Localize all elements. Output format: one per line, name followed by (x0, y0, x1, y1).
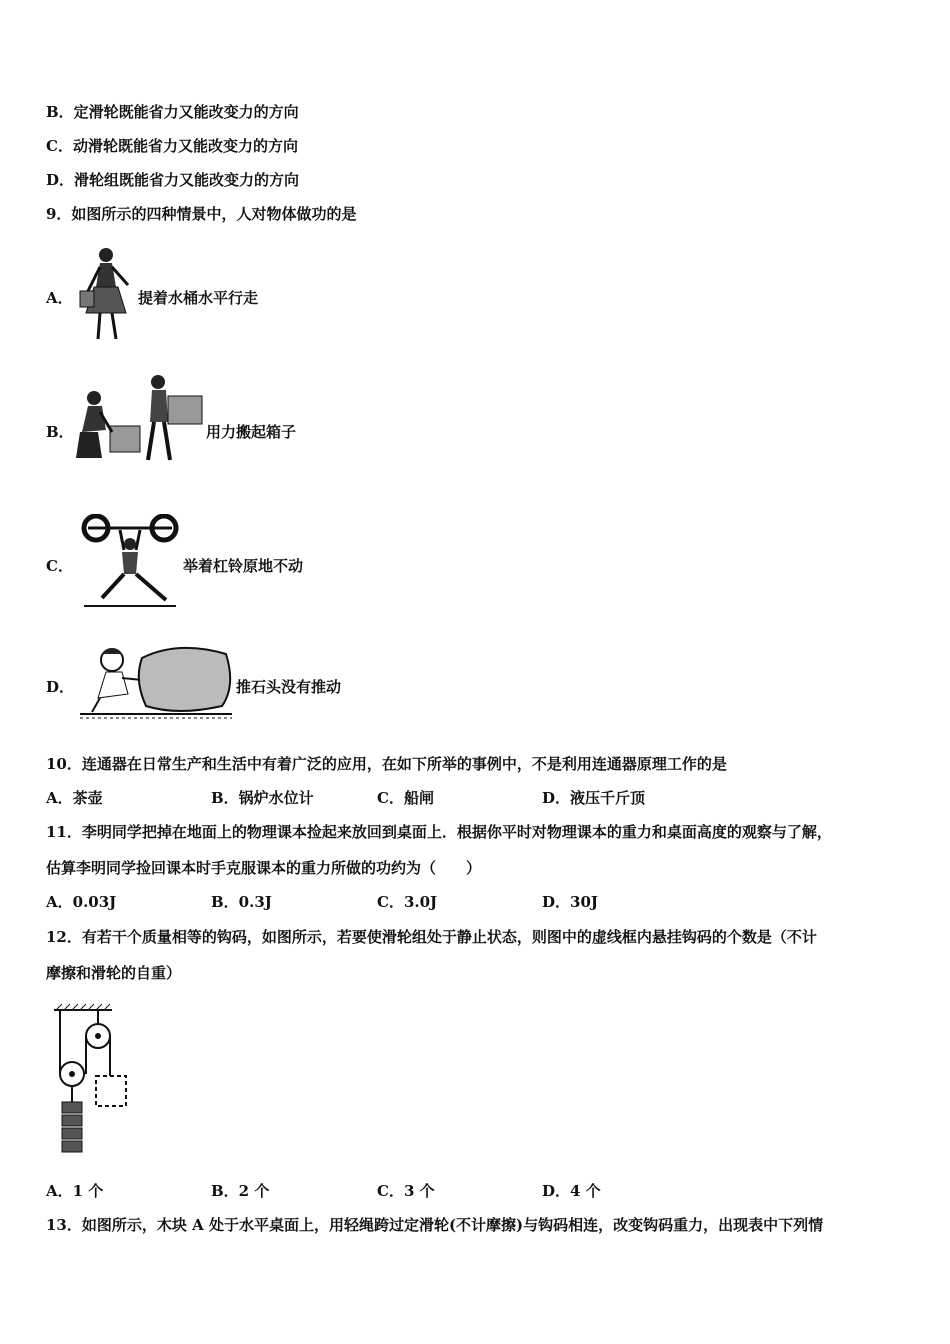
q12-stem-line1: 12．有若干个质量相等的钩码，如图所示，若要使滑轮组处于静止状态，则图中的虚线框内悬挂钩码的个数是（不计 (46, 928, 817, 946)
q10-option-c: C．船闸 (377, 789, 434, 807)
q8-option-d: D．滑轮组既能省力又能改变力的方向 (46, 171, 300, 189)
q9-stem: 9．如图所示的四种情景中，人对物体做功的是 (46, 205, 357, 223)
q9-option-d-caption: 推石头没有推动 (236, 678, 342, 696)
q9-option-c-letter: C． (46, 557, 73, 575)
pulley-system-figure (50, 1000, 134, 1164)
q9-option-c-caption: 举着杠铃原地不动 (183, 557, 304, 575)
q9-option-b-caption: 用力搬起箱子 (206, 423, 297, 441)
q9-option-a-letter: A． (46, 289, 73, 307)
q9-option-b-letter: B． (46, 423, 74, 441)
q13-stem: 13．如图所示，木块 A 处于水平桌面上，用轻绳跨过定滑轮(不计摩擦)与钩码相连，改变钩码重力，出现表中下列情 (46, 1216, 824, 1234)
weightlifter-figure (80, 514, 180, 610)
man-lifting-box-figure (72, 372, 208, 466)
q11-stem-line2: 估算李明同学捡回课本时手克服课本的重力所做的功约为（ ） (46, 859, 482, 877)
q12-option-a: A．1 个 (46, 1182, 104, 1200)
q10-stem: 10．连通器在日常生产和生活中有着广泛的应用，在如下所举的事例中，不是利用连通器原理工作的是 (46, 755, 727, 773)
child-pushing-rock-figure (78, 640, 234, 722)
q9-option-a-caption: 提着水桶水平行走 (138, 289, 259, 307)
q11-stem-line1: 11．李明同学把掉在地面上的物理课本捡起来放回到桌面上．根据你平时对物理课本的重力和桌面高度的观察与了解， (46, 823, 832, 841)
q10-option-b: B．锅炉水位计 (211, 789, 314, 807)
q10-option-a: A．茶壶 (46, 789, 103, 807)
q12-stem-line2: 摩擦和滑轮的自重） (46, 964, 182, 982)
woman-carrying-bucket-figure (74, 245, 140, 345)
q11-option-b: B．0.3J (211, 893, 272, 911)
q9-option-d-letter: D． (46, 678, 75, 696)
q8-option-b: B．定滑轮既能省力又能改变力的方向 (46, 103, 299, 121)
q11-option-a: A．0.03J (46, 893, 117, 911)
q11-option-c: C．3.0J (377, 893, 438, 911)
q8-option-c: C．动滑轮既能省力又能改变力的方向 (46, 137, 298, 155)
q12-option-b: B．2 个 (211, 1182, 270, 1200)
q12-option-d: D．4 个 (542, 1182, 601, 1200)
q12-option-c: C．3 个 (377, 1182, 435, 1200)
q11-option-d: D．30J (542, 893, 598, 911)
q10-option-d: D．液压千斤顶 (542, 789, 646, 807)
